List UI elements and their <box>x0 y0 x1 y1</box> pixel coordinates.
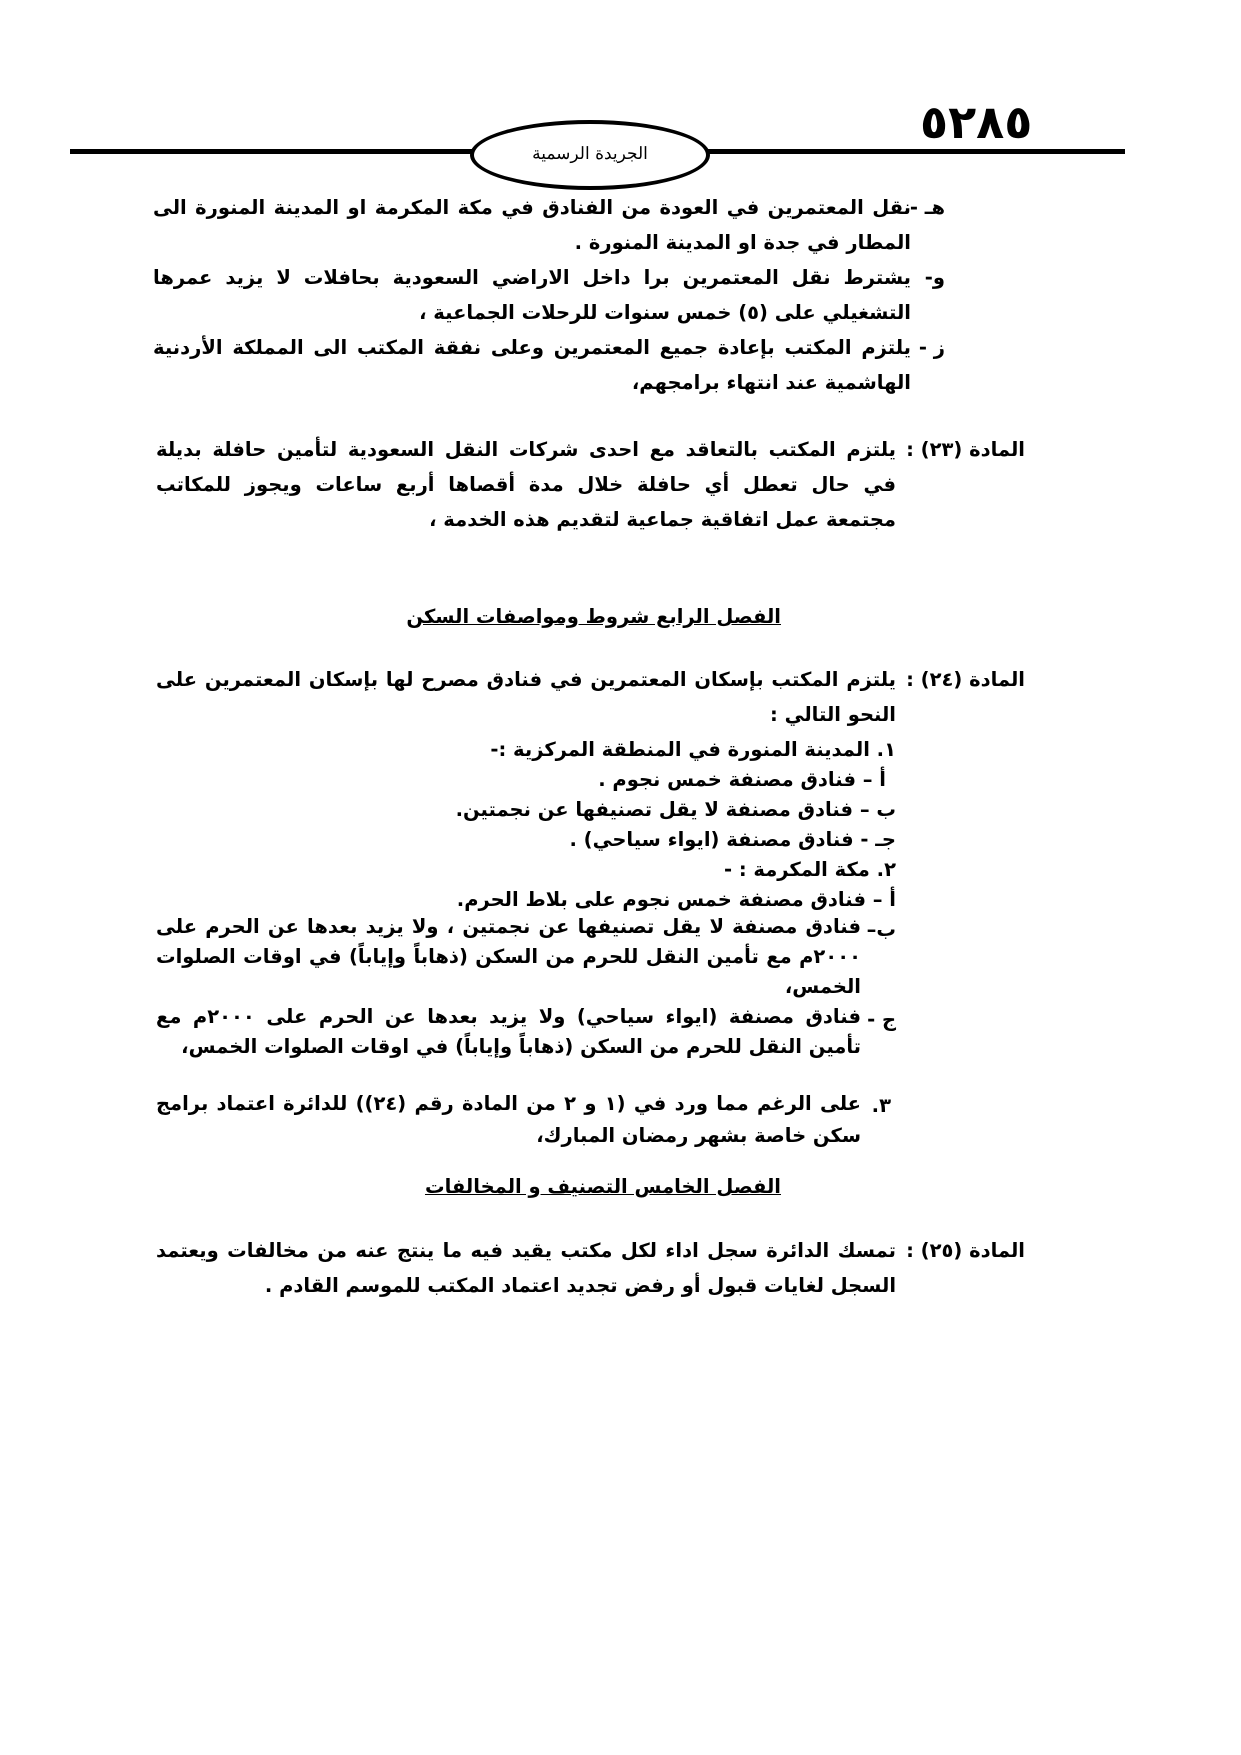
section-1-item-a: أ – فنادق مصنفة خمس نجوم . <box>598 768 886 791</box>
section-2-item-b: فنادق مصنفة لا يقل تصنيفها عن نجمتين ، ولا يزيد بعدها عن الحرم على ٢٠٠٠م مع تأمين النقل للحرم من السكن (ذهاباً وإياباً) في اوقات الصلوات الخمس، <box>156 915 861 998</box>
section-3-text: على الرغم مما ورد في (١ و ٢ من المادة رقم (٢٤)) للدائرة اعتماد برامج سكن خاصة بشهر رمضان المبارك، <box>156 1092 861 1147</box>
section-1-item-b: ب – فنادق مصنفة لا يقل تصنيفها عن نجمتين. <box>455 798 896 821</box>
item-marker-waw: و- <box>924 266 945 289</box>
section-1-item-c: جـ - فنادق مصنفة (ايواء سياحي) . <box>569 828 896 851</box>
article-25-label: المادة (٢٥) : <box>906 1239 1025 1262</box>
section-3-marker: ٣. <box>871 1094 891 1117</box>
article-24-label: المادة (٢٤) : <box>906 668 1025 691</box>
item-marker-ha: هـ - <box>909 196 945 219</box>
item-text-zay: يلتزم المكتب بإعادة جميع المعتمرين وعلى نفقة المكتب الى المملكة الأردنية الهاشمية عند انتهاء برامجهم، <box>153 336 911 394</box>
section-2-item-c: فنادق مصنفة (ايواء سياحي) ولا يزيد بعدها عن الحرم على ٢٠٠٠م مع تأمين النقل للحرم من السكن (ذهاباً وإياباً) في اوقات الصلوات الخمس، <box>156 1005 861 1058</box>
section-2-title: ٢. مكة المكرمة : - <box>723 858 896 881</box>
item-marker-zay: ز - <box>918 336 945 359</box>
article-23-label: المادة (٢٣) : <box>906 438 1025 461</box>
gazette-title: الجريدة الرسمية <box>532 144 648 164</box>
section-2-item-b-marker: ب– <box>866 918 896 941</box>
gazette-title-oval <box>470 120 710 190</box>
article-24-intro: يلتزم المكتب بإسكان المعتمرين في فنادق مصرح لها بإسكان المعتمرين على النحو التالي : <box>156 668 896 726</box>
item-text-ha: نقل المعتمرين في العودة من الفنادق في مكة المكرمة او المدينة المنورة الى المطار في جدة او المدينة المنورة . <box>153 196 911 254</box>
chapter-5-heading: الفصل الخامس التصنيف و المخالفات <box>424 1175 781 1198</box>
section-1-title: ١. المدينة المنورة في المنطقة المركزية :- <box>490 738 896 761</box>
item-text-waw: يشترط نقل المعتمرين برا داخل الاراضي السعودية بحافلات لا يزيد عمرها التشغيلي على (٥) خمس سنوات للرحلات الجماعية ، <box>153 266 911 324</box>
article-25-text: تمسك الدائرة سجل اداء لكل مكتب يقيد فيه ما ينتج عنه من مخالفات ويعتمد السجل لغايات قبول أو رفض تجديد اعتماد المكتب للموسم القادم . <box>156 1239 896 1297</box>
page-number: ٥٢٨٥ <box>920 95 1033 149</box>
section-2-item-c-marker: ج - <box>867 1008 896 1031</box>
section-2-item-a: أ – فنادق مصنفة خمس نجوم على بلاط الحرم. <box>456 888 896 911</box>
article-23-text: يلتزم المكتب بالتعاقد مع احدى شركات النقل السعودية لتأمين حافلة بديلة في حال تعطل أي حافلة خلال مدة أقصاها أربع ساعات ويجوز للمكاتب مجتمعة عمل اتفاقية جماعية لتقديم هذه الخدمة ، <box>156 438 896 531</box>
chapter-4-heading: الفصل الرابع شروط ومواصفات السكن <box>406 605 781 628</box>
